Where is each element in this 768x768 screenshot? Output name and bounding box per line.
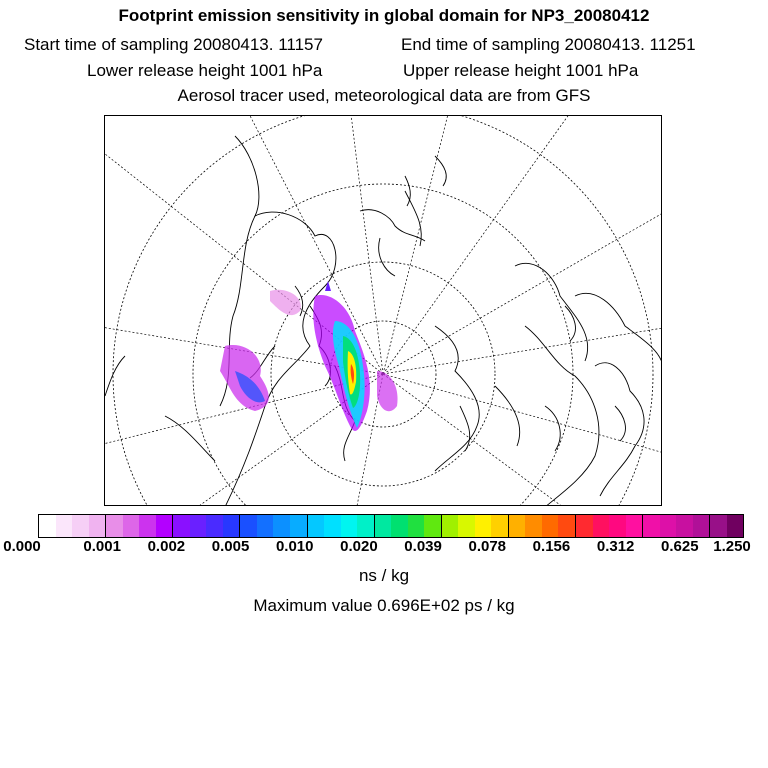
colorbar-swatch bbox=[693, 515, 711, 537]
meridian-lines bbox=[105, 116, 662, 506]
tracer-info-text: Aerosol tracer used, meteorological data are from GFS bbox=[177, 86, 591, 105]
colorbar-swatch bbox=[509, 515, 526, 537]
colorbar-tick-label: 0.625 bbox=[661, 538, 699, 555]
start-time-text: Start time of sampling 20080413. 11157 bbox=[24, 35, 323, 54]
colorbar-swatch bbox=[643, 515, 660, 537]
colorbar-swatch bbox=[576, 515, 593, 537]
colorbar-swatch bbox=[308, 515, 325, 537]
colorbar-swatch bbox=[206, 515, 223, 537]
colorbar-swatch bbox=[442, 515, 459, 537]
colorbar-swatch bbox=[727, 515, 744, 537]
colorbar-swatch bbox=[123, 515, 140, 537]
colorbar-tick-label: 0.001 bbox=[83, 538, 121, 555]
colorbar-swatch bbox=[391, 515, 408, 537]
colorbar-swatch bbox=[223, 515, 241, 537]
colorbar-tick-label: 0.000 bbox=[3, 538, 41, 555]
colorbar-swatch bbox=[89, 515, 107, 537]
colorbar-swatch bbox=[491, 515, 509, 537]
maximum-value-text: Maximum value 0.696E+02 ps / kg bbox=[253, 596, 515, 615]
colorbar-swatch bbox=[139, 515, 156, 537]
colorbar-swatch bbox=[660, 515, 677, 537]
colorbar-swatch bbox=[156, 515, 174, 537]
plot-title: Footprint emission sensitivity in global domain for NP3_20080412 bbox=[118, 6, 650, 25]
colorbar-swatch bbox=[408, 515, 425, 537]
colorbar-unit: ns / kg bbox=[358, 566, 410, 585]
upper-release-text: Upper release height 1001 hPa bbox=[403, 61, 639, 80]
colorbar-swatch bbox=[542, 515, 559, 537]
colorbar-swatch bbox=[341, 515, 358, 537]
colorbar-tick-label: 0.005 bbox=[211, 538, 250, 555]
colorbar-swatch bbox=[676, 515, 693, 537]
colorbar-swatch bbox=[240, 515, 257, 537]
map-canvas bbox=[105, 116, 662, 506]
colorbar-swatch bbox=[324, 515, 341, 537]
colorbar-swatch bbox=[593, 515, 610, 537]
colorbar-swatch bbox=[257, 515, 274, 537]
colorbar-swatch bbox=[173, 515, 190, 537]
colorbar-tick-label: 0.078 bbox=[468, 538, 507, 555]
colorbar-tick-label: 0.010 bbox=[275, 538, 314, 555]
colorbar-swatch bbox=[525, 515, 542, 537]
end-time-text: End time of sampling 20080413. 11251 bbox=[401, 35, 696, 54]
footprint-map bbox=[104, 115, 662, 506]
colorbar-swatch bbox=[273, 515, 290, 537]
colorbar-swatch bbox=[290, 515, 308, 537]
colorbar-tick-label: 0.156 bbox=[532, 538, 571, 555]
colorbar-swatch bbox=[424, 515, 442, 537]
colorbar-swatch bbox=[39, 515, 56, 537]
colorbar-swatch bbox=[458, 515, 475, 537]
colorbar-swatch bbox=[626, 515, 644, 537]
colorbar-tick-label: 0.039 bbox=[404, 538, 442, 555]
colorbar-swatch bbox=[375, 515, 392, 537]
colorbar-swatch bbox=[56, 515, 73, 537]
colorbar-swatch bbox=[558, 515, 576, 537]
colorbar-tick-label: 0.312 bbox=[596, 538, 635, 555]
colorbar bbox=[38, 514, 744, 538]
colorbar-swatch bbox=[609, 515, 626, 537]
colorbar-swatch bbox=[72, 515, 89, 537]
lower-release-text: Lower release height 1001 hPa bbox=[87, 61, 323, 80]
colorbar-tick-label: 0.020 bbox=[340, 538, 378, 555]
colorbar-swatch bbox=[475, 515, 492, 537]
colorbar-tick-label: 0.002 bbox=[147, 538, 186, 555]
colorbar-swatch bbox=[710, 515, 727, 537]
colorbar-swatch bbox=[357, 515, 375, 537]
colorbar-tick-label: 1.250 bbox=[713, 538, 751, 555]
colorbar-swatch bbox=[190, 515, 207, 537]
footprint-plume bbox=[220, 281, 398, 431]
colorbar-swatch bbox=[106, 515, 123, 537]
